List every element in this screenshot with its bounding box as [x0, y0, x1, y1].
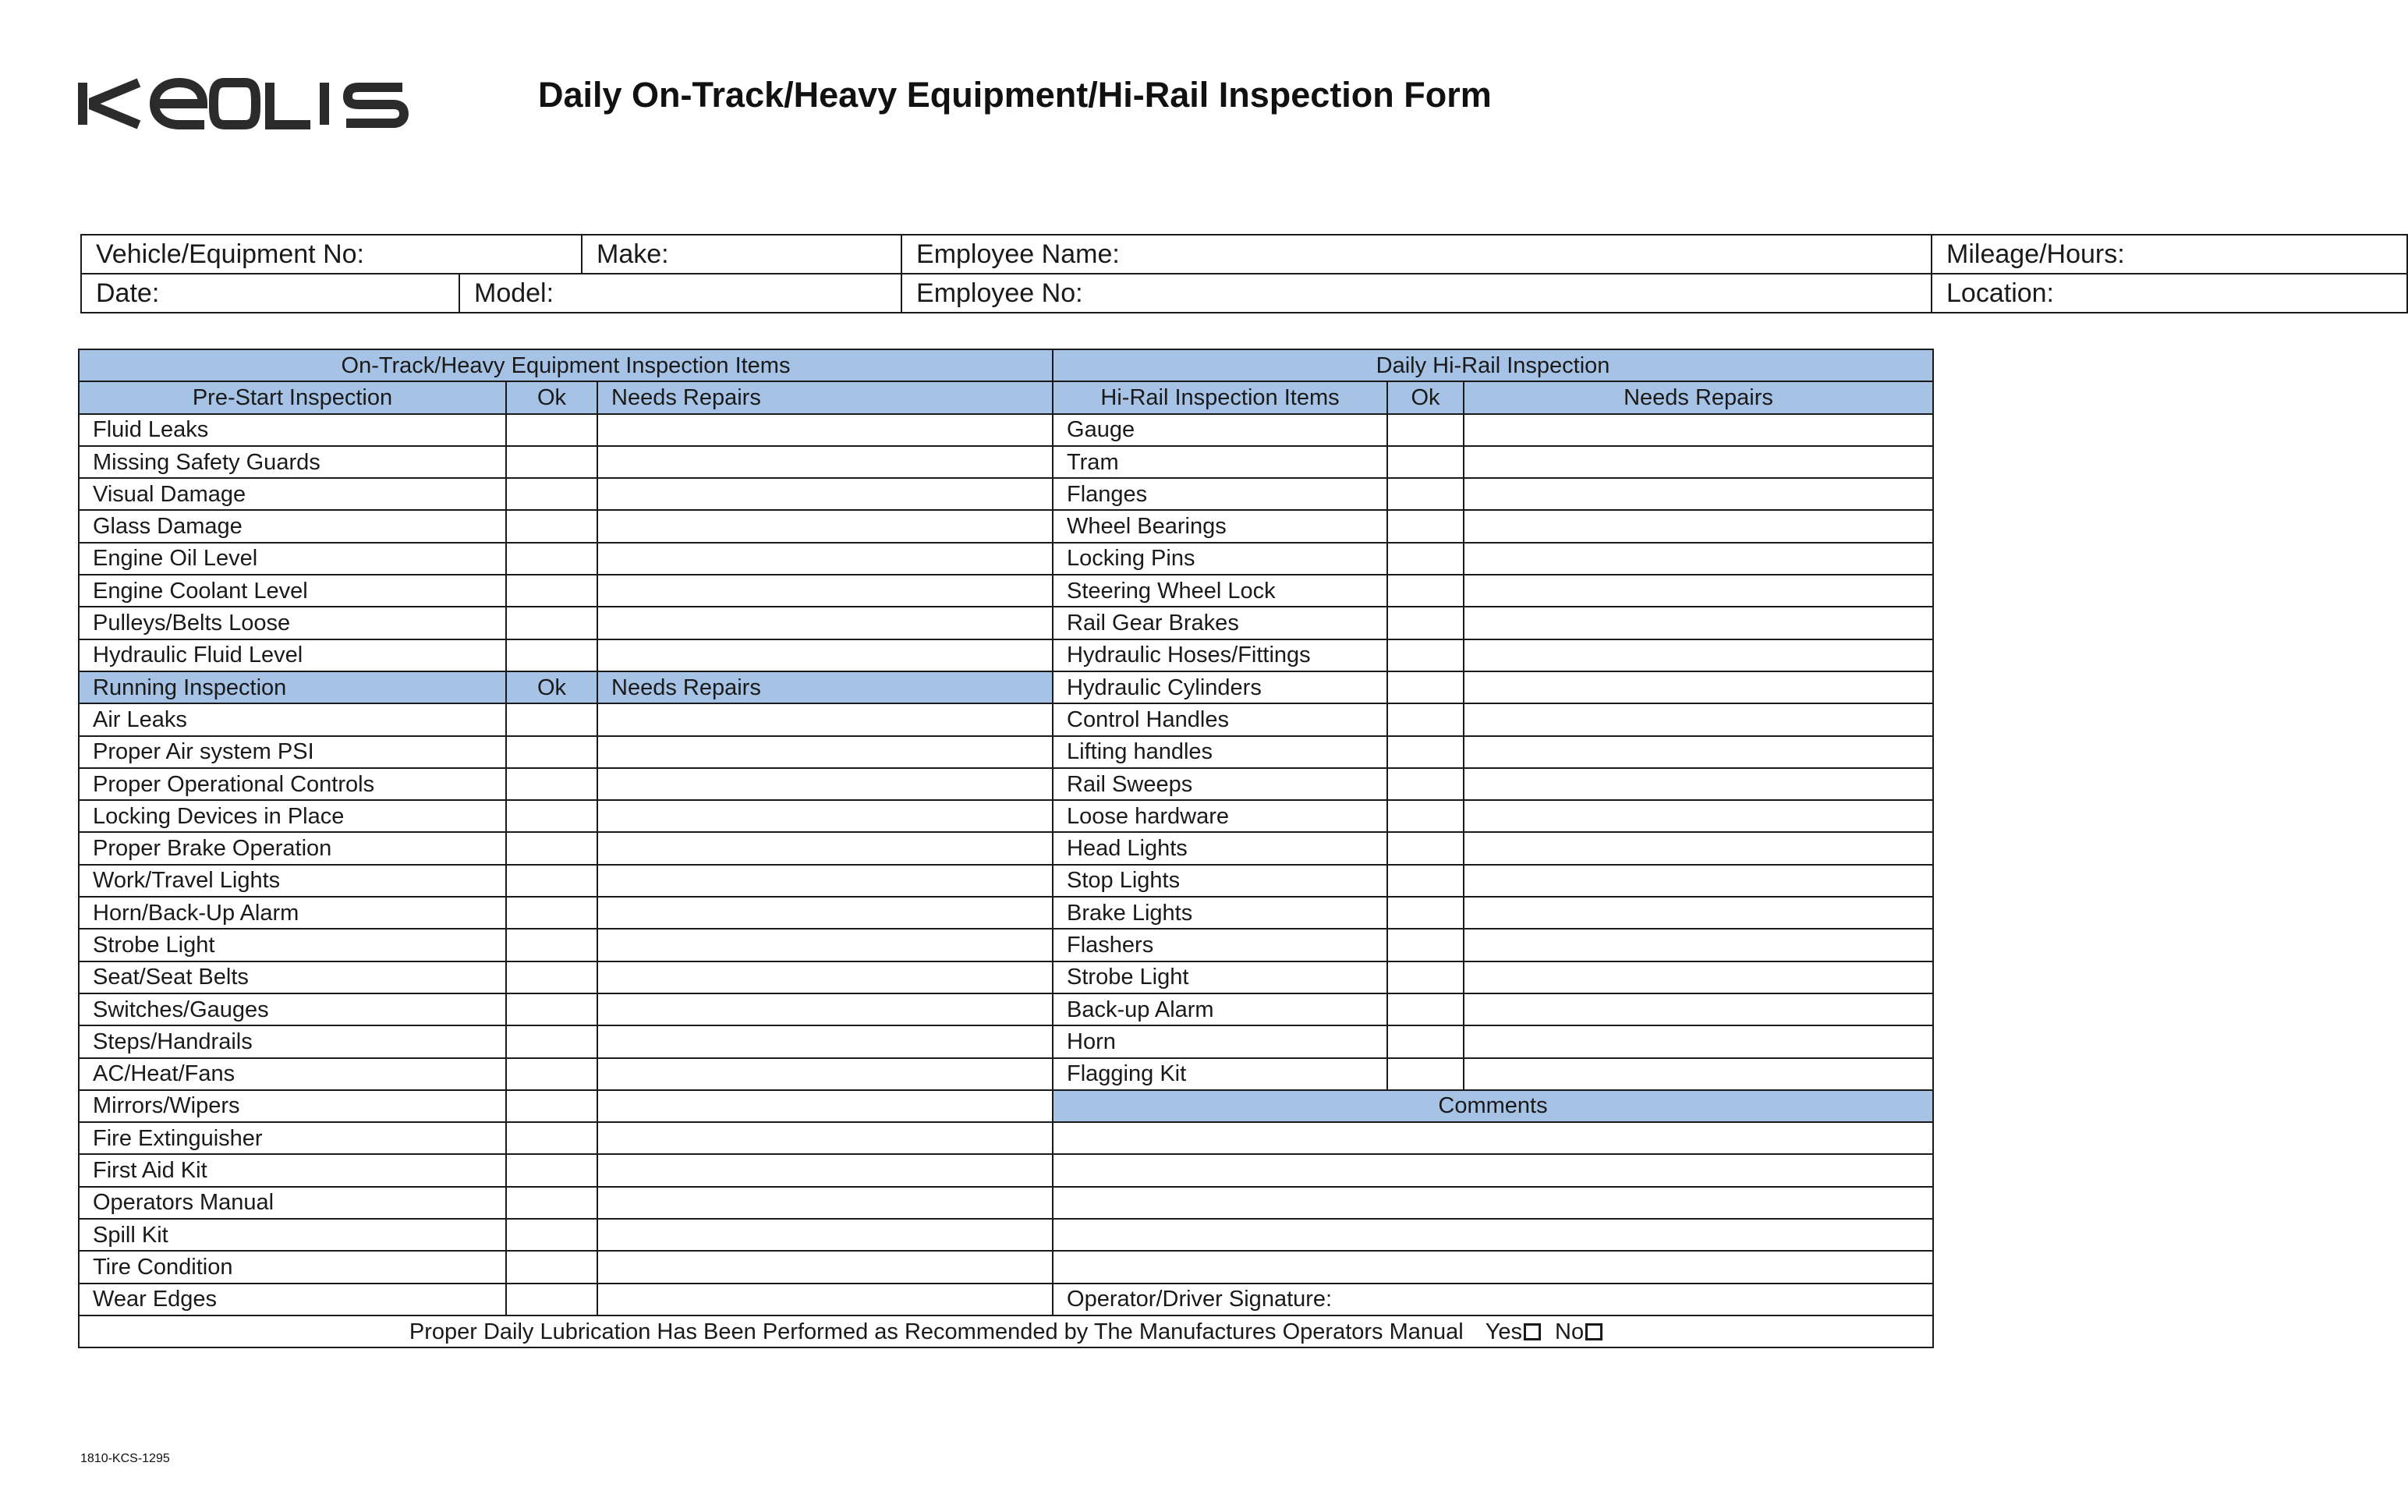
ok-cell[interactable]: [506, 543, 597, 575]
column-header-row: [79, 381, 1933, 413]
hi-rail-item-label: Stop Lights: [1053, 865, 1387, 897]
inspection-item-label: Hydraulic Fluid Level: [79, 639, 506, 671]
hi-rail-needs-repairs-cell[interactable]: [1464, 446, 1933, 478]
table-row: [79, 414, 1933, 446]
needs-repairs-cell[interactable]: [597, 575, 1053, 607]
inspection-item-label: Horn/Back-Up Alarm: [79, 897, 506, 929]
table-row: [79, 703, 1933, 735]
hi-rail-item-label: Control Handles: [1053, 703, 1387, 735]
hi-rail-item-label: Back-up Alarm: [1053, 993, 1387, 1025]
mileage-field[interactable]: Mileage/Hours:: [1932, 235, 2407, 274]
ok-cell[interactable]: [506, 768, 597, 800]
needs-repairs-cell[interactable]: [597, 1187, 1053, 1219]
hi-rail-needs-repairs-cell[interactable]: [1464, 993, 1933, 1025]
hi-rail-item-label: Steering Wheel Lock: [1053, 575, 1387, 607]
hi-rail-item-label: Loose hardware: [1053, 800, 1387, 832]
ok-header: Ok: [506, 381, 597, 413]
ok-cell[interactable]: [506, 607, 597, 639]
hi-rail-items-header: Hi-Rail Inspection Items: [1053, 381, 1387, 413]
needs-repairs-cell[interactable]: [597, 832, 1053, 864]
table-row: [79, 1025, 1933, 1057]
table-row: [79, 1219, 1933, 1251]
date-field[interactable]: Date:: [81, 274, 459, 313]
table-row: [79, 1251, 1933, 1283]
section-header-row: [79, 349, 1933, 381]
hi-rail-needs-repairs-cell[interactable]: [1464, 639, 1933, 671]
inspection-item-label: First Aid Kit: [79, 1154, 506, 1186]
table-row: [79, 1122, 1933, 1154]
hi-rail-item-label: Hydraulic Hoses/Fittings: [1053, 639, 1387, 671]
hi-rail-ok-cell[interactable]: [1387, 510, 1464, 542]
needs-repairs-cell[interactable]: [597, 639, 1053, 671]
inspection-item-label: Strobe Light: [79, 929, 506, 961]
document-code: 1810-KCS-1295: [80, 1452, 170, 1465]
hi-rail-needs-repairs-cell[interactable]: [1464, 575, 1933, 607]
inspection-grid: [78, 349, 1934, 1348]
hi-rail-ok-cell[interactable]: [1387, 446, 1464, 478]
hi-rail-needs-repairs-cell[interactable]: [1464, 671, 1933, 703]
employee-name-field[interactable]: Employee Name:: [901, 235, 1932, 274]
needs-repairs-cell[interactable]: [597, 929, 1053, 961]
table-row: [79, 510, 1933, 542]
inspection-item-label: Visual Damage: [79, 478, 506, 510]
needs-repairs-cell[interactable]: [597, 1154, 1053, 1186]
table-row: [79, 897, 1933, 929]
on-track-section-header: On-Track/Heavy Equipment Inspection Items: [79, 349, 1053, 381]
inspection-item-label: Proper Brake Operation: [79, 832, 506, 864]
inspection-item-label: Missing Safety Guards: [79, 446, 506, 478]
hi-rail-item-label: Gauge: [1053, 414, 1387, 446]
ok-cell[interactable]: [506, 1154, 597, 1186]
hi-rail-ok-cell[interactable]: [1387, 543, 1464, 575]
ok-cell[interactable]: [506, 510, 597, 542]
inspection-item-label: Seat/Seat Belts: [79, 961, 506, 993]
ok-cell[interactable]: [506, 1187, 597, 1219]
inspection-item-label: Proper Air system PSI: [79, 736, 506, 768]
needs-repairs-cell[interactable]: [597, 1090, 1053, 1122]
table-row: [79, 607, 1933, 639]
hi-rail-item-label: Hydraulic Cylinders: [1053, 671, 1387, 703]
ok-cell[interactable]: [506, 736, 597, 768]
table-row: [79, 1284, 1933, 1315]
hi-rail-ok-cell[interactable]: [1387, 800, 1464, 832]
hi-rail-ok-cell[interactable]: [1387, 575, 1464, 607]
running-inspection-header: Running Inspection: [79, 671, 506, 703]
hi-rail-ok-cell[interactable]: [1387, 414, 1464, 446]
hi-rail-needs-repairs-cell[interactable]: [1464, 703, 1933, 735]
hi-rail-needs-repairs-cell[interactable]: [1464, 414, 1933, 446]
table-row: [79, 1154, 1933, 1186]
employee-no-field[interactable]: Employee No:: [901, 274, 1932, 313]
inspection-item-label: Work/Travel Lights: [79, 865, 506, 897]
form-title: Daily On-Track/Heavy Equipment/Hi-Rail Inspection Form: [538, 75, 1492, 115]
model-field[interactable]: Model:: [459, 274, 901, 313]
no-label: No: [1555, 1319, 1585, 1344]
needs-repairs-cell[interactable]: [597, 703, 1053, 735]
hi-rail-needs-repairs-header: Needs Repairs: [1464, 381, 1933, 413]
hi-rail-ok-header: Ok: [1387, 381, 1464, 413]
hi-rail-needs-repairs-cell[interactable]: [1464, 1025, 1933, 1057]
hi-rail-item-label: Wheel Bearings: [1053, 510, 1387, 542]
running-ok-header: Ok: [506, 671, 597, 703]
table-row: [79, 736, 1933, 768]
needs-repairs-cell[interactable]: [597, 1219, 1053, 1251]
comments-line[interactable]: [1053, 1219, 1933, 1251]
yes-label: Yes: [1485, 1319, 1523, 1344]
hi-rail-needs-repairs-cell[interactable]: [1464, 736, 1933, 768]
inspection-item-label: Locking Devices in Place: [79, 800, 506, 832]
hi-rail-item-label: Brake Lights: [1053, 897, 1387, 929]
inspection-item-label: Spill Kit: [79, 1219, 506, 1251]
needs-repairs-cell[interactable]: [597, 1284, 1053, 1315]
ok-cell[interactable]: [506, 1122, 597, 1154]
make-field[interactable]: Make:: [582, 235, 901, 274]
hi-rail-ok-cell[interactable]: [1387, 1025, 1464, 1057]
needs-repairs-cell[interactable]: [597, 1122, 1053, 1154]
hi-rail-item-label: Locking Pins: [1053, 543, 1387, 575]
inspection-item-label: Glass Damage: [79, 510, 506, 542]
hi-rail-needs-repairs-cell[interactable]: [1464, 865, 1933, 897]
hi-rail-ok-cell[interactable]: [1387, 929, 1464, 961]
vehicle-no-field[interactable]: Vehicle/Equipment No:: [81, 235, 582, 274]
ok-cell[interactable]: [506, 478, 597, 510]
table-row: [79, 446, 1933, 478]
hi-rail-ok-cell[interactable]: [1387, 897, 1464, 929]
ok-cell[interactable]: [506, 639, 597, 671]
table-row: [79, 1187, 1933, 1219]
hi-rail-item-label: Rail Gear Brakes: [1053, 607, 1387, 639]
no-checkbox[interactable]: [1585, 1323, 1602, 1340]
signature-field[interactable]: Operator/Driver Signature:: [1053, 1284, 1933, 1315]
yes-checkbox[interactable]: [1524, 1323, 1541, 1340]
table-row: [79, 639, 1933, 671]
comments-header: Comments: [1053, 1090, 1933, 1122]
location-field[interactable]: Location:: [1932, 274, 2407, 313]
ok-cell[interactable]: [506, 575, 597, 607]
hi-rail-needs-repairs-cell[interactable]: [1464, 543, 1933, 575]
hi-rail-item-label: Strobe Light: [1053, 961, 1387, 993]
lubrication-row: [79, 1315, 1933, 1347]
lubrication-statement: [79, 1315, 1933, 1347]
hi-rail-needs-repairs-cell[interactable]: [1464, 800, 1933, 832]
inspection-item-label: Mirrors/Wipers: [79, 1090, 506, 1122]
ok-cell[interactable]: [506, 1025, 597, 1057]
hi-rail-section-header: Daily Hi-Rail Inspection: [1053, 349, 1933, 381]
table-row: [79, 993, 1933, 1025]
hi-rail-ok-cell[interactable]: [1387, 703, 1464, 735]
table-row: [79, 543, 1933, 575]
needs-repairs-cell[interactable]: [597, 543, 1053, 575]
inspection-item-label: Pulleys/Belts Loose: [79, 607, 506, 639]
hi-rail-needs-repairs-cell[interactable]: [1464, 478, 1933, 510]
table-row: [79, 575, 1933, 607]
ok-cell[interactable]: [506, 1219, 597, 1251]
hi-rail-item-label: Flagging Kit: [1053, 1058, 1387, 1090]
inspection-item-label: Wear Edges: [79, 1284, 506, 1315]
pre-start-header: Pre-Start Inspection: [79, 381, 506, 413]
needs-repairs-cell[interactable]: [597, 478, 1053, 510]
inspection-item-label: Air Leaks: [79, 703, 506, 735]
needs-repairs-cell[interactable]: [597, 993, 1053, 1025]
needs-repairs-cell[interactable]: [597, 736, 1053, 768]
hi-rail-item-label: Flanges: [1053, 478, 1387, 510]
ok-cell[interactable]: [506, 897, 597, 929]
inspection-item-label: Operators Manual: [79, 1187, 506, 1219]
hi-rail-needs-repairs-cell[interactable]: [1464, 607, 1933, 639]
hi-rail-item-label: Flashers: [1053, 929, 1387, 961]
ok-cell[interactable]: [506, 832, 597, 864]
comments-line[interactable]: [1053, 1154, 1933, 1186]
inspection-item-label: Proper Operational Controls: [79, 768, 506, 800]
table-row: [79, 478, 1933, 510]
hi-rail-needs-repairs-cell[interactable]: [1464, 929, 1933, 961]
table-row: [79, 961, 1933, 993]
needs-repairs-cell[interactable]: [597, 865, 1053, 897]
hi-rail-ok-cell[interactable]: [1387, 865, 1464, 897]
vehicle-info-table: [80, 234, 2408, 313]
hi-rail-needs-repairs-cell[interactable]: [1464, 1058, 1933, 1090]
keolis-logo: [78, 69, 413, 139]
needs-repairs-cell[interactable]: [597, 1025, 1053, 1057]
hi-rail-needs-repairs-cell[interactable]: [1464, 768, 1933, 800]
hi-rail-needs-repairs-cell[interactable]: [1464, 510, 1933, 542]
lubrication-text: Proper Daily Lubrication Has Been Performed as Recommended by The Manufactures Operators Manual: [409, 1319, 1464, 1344]
ok-cell[interactable]: [506, 703, 597, 735]
table-row: [79, 929, 1933, 961]
ok-cell[interactable]: [506, 961, 597, 993]
table-row: [79, 865, 1933, 897]
ok-cell[interactable]: [506, 1251, 597, 1283]
hi-rail-ok-cell[interactable]: [1387, 607, 1464, 639]
comments-line[interactable]: [1053, 1251, 1933, 1283]
hi-rail-ok-cell[interactable]: [1387, 961, 1464, 993]
needs-repairs-cell[interactable]: [597, 800, 1053, 832]
needs-repairs-cell[interactable]: [597, 768, 1053, 800]
needs-repairs-cell[interactable]: [597, 897, 1053, 929]
hi-rail-needs-repairs-cell[interactable]: [1464, 897, 1933, 929]
running-needs-repairs-header: Needs Repairs: [597, 671, 1053, 703]
table-row: [79, 1058, 1933, 1090]
ok-cell[interactable]: [506, 929, 597, 961]
ok-cell[interactable]: [506, 800, 597, 832]
needs-repairs-cell[interactable]: [597, 510, 1053, 542]
ok-cell[interactable]: [506, 1058, 597, 1090]
needs-repairs-header: Needs Repairs: [597, 381, 1053, 413]
needs-repairs-cell[interactable]: [597, 607, 1053, 639]
inspection-item-label: Steps/Handrails: [79, 1025, 506, 1057]
hi-rail-ok-cell[interactable]: [1387, 993, 1464, 1025]
ok-cell[interactable]: [506, 1090, 597, 1122]
hi-rail-needs-repairs-cell[interactable]: [1464, 832, 1933, 864]
hi-rail-item-label: Tram: [1053, 446, 1387, 478]
needs-repairs-cell[interactable]: [597, 961, 1053, 993]
inspection-item-label: Engine Oil Level: [79, 543, 506, 575]
table-row: [79, 1090, 1933, 1122]
needs-repairs-cell[interactable]: [597, 446, 1053, 478]
inspection-item-label: Engine Coolant Level: [79, 575, 506, 607]
table-row: [79, 800, 1933, 832]
inspection-item-label: Fluid Leaks: [79, 414, 506, 446]
hi-rail-needs-repairs-cell[interactable]: [1464, 961, 1933, 993]
hi-rail-ok-cell[interactable]: [1387, 832, 1464, 864]
hi-rail-item-label: Rail Sweeps: [1053, 768, 1387, 800]
hi-rail-ok-cell[interactable]: [1387, 478, 1464, 510]
needs-repairs-cell[interactable]: [597, 1058, 1053, 1090]
ok-cell[interactable]: [506, 414, 597, 446]
ok-cell[interactable]: [506, 1284, 597, 1315]
table-row: [79, 832, 1933, 864]
table-row: [79, 671, 1933, 703]
comments-line[interactable]: [1053, 1187, 1933, 1219]
inspection-item-label: Switches/Gauges: [79, 993, 506, 1025]
ok-cell[interactable]: [506, 865, 597, 897]
hi-rail-item-label: Head Lights: [1053, 832, 1387, 864]
hi-rail-item-label: Horn: [1053, 1025, 1387, 1057]
hi-rail-ok-cell[interactable]: [1387, 671, 1464, 703]
inspection-item-label: Tire Condition: [79, 1251, 506, 1283]
hi-rail-item-label: Lifting handles: [1053, 736, 1387, 768]
table-row: [79, 768, 1933, 800]
hi-rail-ok-cell[interactable]: [1387, 1058, 1464, 1090]
ok-cell[interactable]: [506, 446, 597, 478]
inspection-item-label: AC/Heat/Fans: [79, 1058, 506, 1090]
hi-rail-ok-cell[interactable]: [1387, 736, 1464, 768]
inspection-item-label: Fire Extinguisher: [79, 1122, 506, 1154]
hi-rail-ok-cell[interactable]: [1387, 768, 1464, 800]
needs-repairs-cell[interactable]: [597, 414, 1053, 446]
hi-rail-ok-cell[interactable]: [1387, 639, 1464, 671]
comments-line[interactable]: [1053, 1122, 1933, 1154]
needs-repairs-cell[interactable]: [597, 1251, 1053, 1283]
ok-cell[interactable]: [506, 993, 597, 1025]
